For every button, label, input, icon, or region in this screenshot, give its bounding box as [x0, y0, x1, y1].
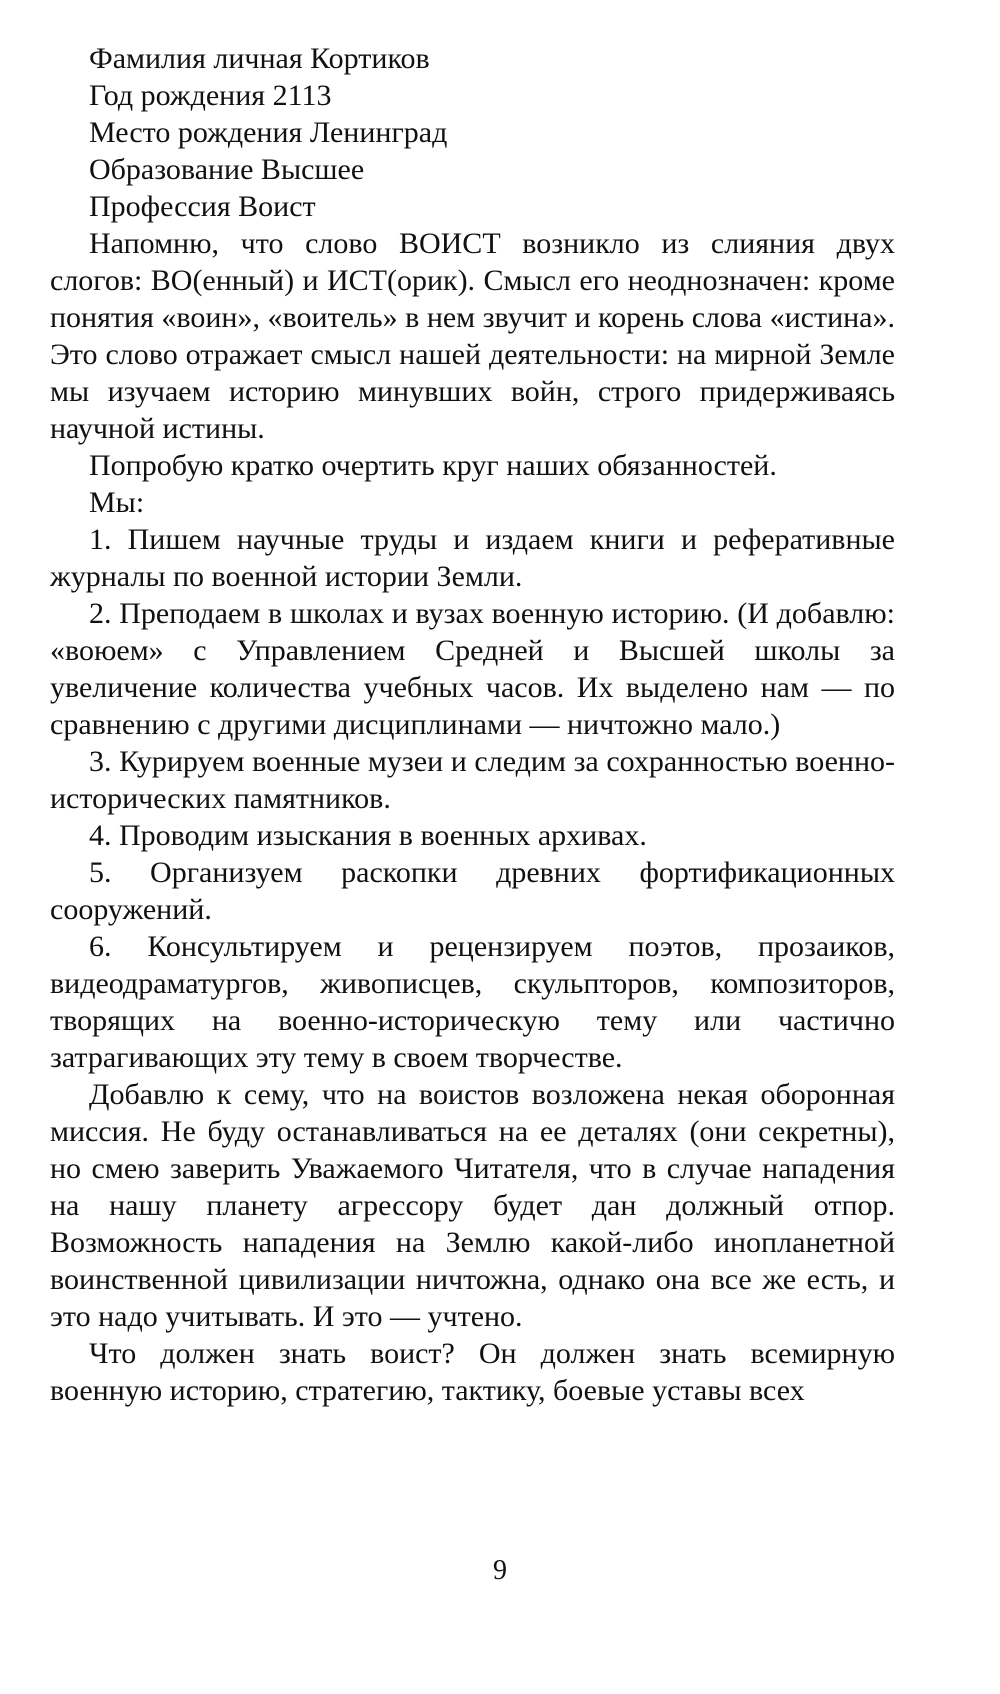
paragraph-defense-mission: Добавлю к сему, что на воистов возложена некая оборонная миссия. Не буду останавливаться на ее деталях (они секретны), но смею заверить Уважаемого Читателя, что в случае нападения на нашу планету агрессору будет дан должный отпор. Возможность нападения на Землю какой-либо инопланетной воинственной цивилизации ничтожна, однако она все же есть, и это надо учитывать. И это — учтено. [50, 1078, 895, 1333]
list-item-3: 3. Курируем военные музеи и следим за сохранностью военно-исторических памятников. [50, 745, 895, 815]
paragraph-we: Мы: [89, 486, 145, 519]
paragraph-what-voist-knows: Что должен знать воист? Он должен знать всемирную военную историю, стратегию, тактику, боевые уставы всех [50, 1337, 895, 1407]
page-text [50, 40, 895, 1409]
header-field-birth-year: Год рождения 2113 [89, 79, 332, 112]
paragraph-duties-intro: Попробую кратко очертить круг наших обязанностей. [89, 449, 777, 482]
list-item-1: 1. Пишем научные труды и издаем книги и реферативные журналы по военной истории Земли. [50, 523, 895, 593]
header-field-surname: Фамилия личная Кортиков [89, 42, 430, 75]
header-field-birth-place: Место рождения Ленинград [89, 116, 448, 149]
page-number: 9 [493, 1555, 507, 1586]
list-item-6: 6. Консультируем и рецензируем поэтов, прозаиков, видеодраматургов, живописцев, скульпторов, композиторов, творящих на военно-историческую тему или частично затрагивающих эту тему в своем творчестве. [50, 930, 895, 1074]
header-field-education: Образование Высшее [89, 153, 365, 186]
list-item-5: 5. Организуем раскопки древних фортификационных сооружений. [50, 856, 895, 926]
list-item-2: 2. Преподаем в школах и вузах военную историю. (И добавлю: «воюем» с Управлением Средней и Высшей школы за увеличение количества учебных часов. Их выделено нам — по сравнению с другими дисциплинами — ничтожно мало.) [50, 597, 895, 741]
paragraph-voist-meaning: Напомню, что слово ВОИСТ возникло из слияния двух слогов: ВО(енный) и ИСТ(орик). Смысл его неоднозначен: кроме понятия «воин», «воитель» в нем звучит и корень слова «истина». Это слово отражает смысл нашей деятельности: на мирной Земле мы изучаем историю минувших войн, строго придерживаясь научной истины. [50, 227, 895, 445]
header-field-profession: Профессия Воист [89, 190, 316, 223]
list-item-4: 4. Проводим изыскания в военных архивах. [89, 819, 647, 852]
